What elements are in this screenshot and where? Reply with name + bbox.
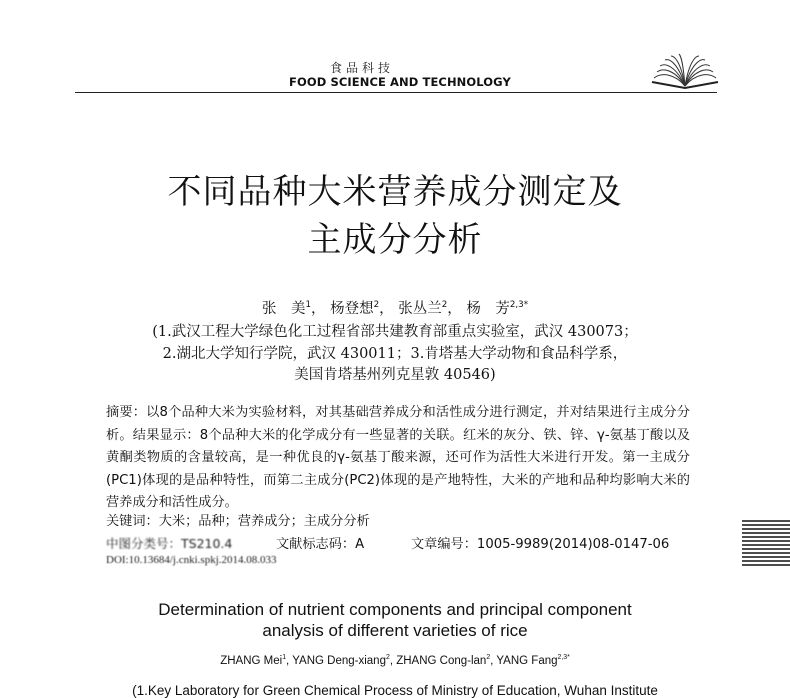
english-author-mark: 2 [486, 654, 491, 662]
english-author-name: YANG Fang [496, 655, 558, 667]
article-title-line1: 不同品种大米营养成分测定及 [167, 172, 623, 212]
article-title-line2: 主成分分析 [307, 220, 483, 260]
header-rule [75, 92, 717, 93]
doi: DOI:10.13684/j.cnki.spkj.2014.08.033 [106, 554, 277, 566]
affiliation-line3: 美国肯塔基州列克星敦 40546) [294, 367, 496, 383]
english-author-mark: 1 [282, 654, 287, 662]
english-title-line1: Determination of nutrient components and principal component [158, 600, 632, 619]
english-author-name: ZHANG Cong-lan [396, 655, 487, 667]
english-author-list: ZHANG Mei$^1$, YANG Deng-xiang$^2$, ZHANG Cong-lan$^2$, YANG Fang$^{2,3*}$ [220, 654, 570, 667]
english-title-line2: analysis of different varieties of rice [262, 621, 528, 640]
article-number: 文章编号：1005-9989(2014)08-0147-06 [411, 537, 670, 552]
author-affiliation-mark: 2 [373, 300, 380, 311]
author-affiliation-mark: 2 [441, 300, 448, 311]
classification-row [106, 533, 706, 553]
author-name: 张丛兰 [398, 301, 442, 317]
edge-stripe-marker [742, 520, 790, 568]
author-name: 杨登想 [330, 301, 374, 317]
open-book-icon [650, 52, 720, 92]
author-name: 杨 芳 [466, 301, 510, 317]
author-name: 张 美 [261, 301, 306, 317]
author-affiliation-mark: 2,3* [509, 300, 529, 311]
clc-number: 中图分类号：TS210.4 [106, 536, 233, 549]
journal-name-en: FOOD SCIENCE AND TECHNOLOGY [289, 75, 511, 89]
abstract-text: 摘要：以8个品种大米为实验材料，对其基础营养成分和活性成分进行测定，并对结果进行主成分分析。结果显示：8个品种大米的化学成分有一些显著的关联。红米的灰分、铁、锌、γ-氨基丁酸以及黄酮类物质的含量较高，是一种优良的γ-氨基丁酸来源，还可作为活性大米进行开发。第一主成分(PC1)体现的是品种特性，而第二主成分(PC2)体现的是产地特性，大米的产地和品种均影响大米的营养成分和活性成分。 [106, 405, 690, 511]
author-list: 张 美$^1$， 杨登想$^2$， 张丛兰$^2$， 杨 芳$^{2,3*}$ [261, 300, 529, 317]
english-author-name: ZHANG Mei [220, 655, 283, 667]
english-affiliation-line1: (1.Key Laboratory for Green Chemical Process of Ministry of Education, Wuhan Institute [132, 683, 658, 698]
journal-name-cn: 食品科技 [330, 61, 395, 75]
english-author-mark: 2 [385, 654, 390, 662]
affiliation-line2: 2.湖北大学知行学院，武汉 430011；3.肯塔基大学动物和食品科学系， [162, 346, 628, 362]
keywords: 关键词：大米；品种；营养成分；主成分分析 [106, 514, 370, 529]
english-author-name: YANG Deng-xiang [292, 655, 386, 667]
document-code: 文献标志码：A [276, 537, 365, 552]
english-author-mark: 2,3* [557, 654, 570, 662]
author-affiliation-mark: 1 [305, 300, 311, 311]
affiliation-line1: (1.武汉工程大学绿色化工过程省部共建教育部重点实验室，武汉 430073； [152, 324, 638, 340]
